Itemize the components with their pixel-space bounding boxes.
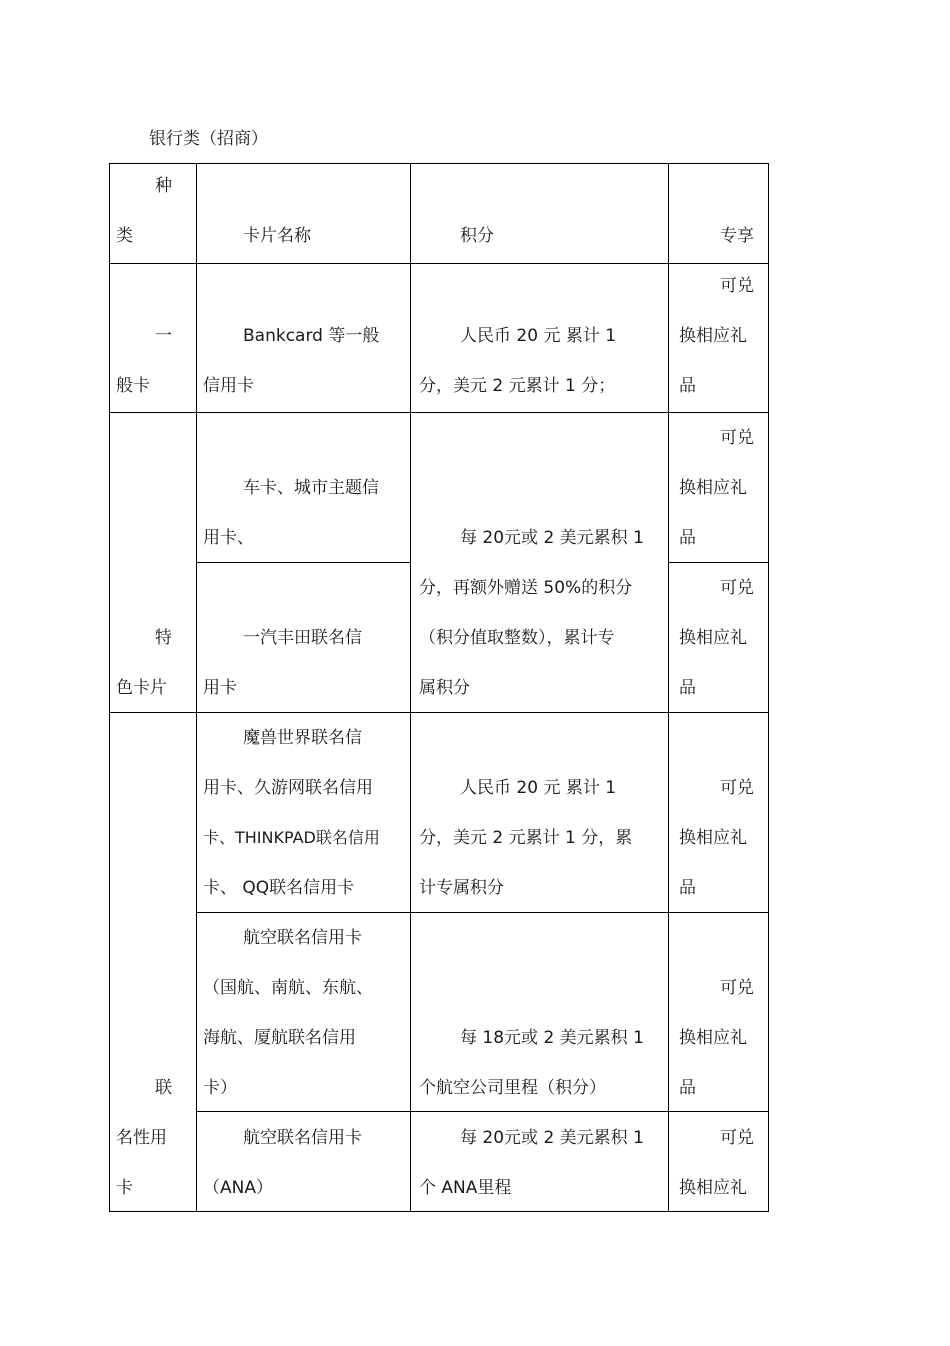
table-border-bottom [109,1211,769,1212]
cobrand-category-3: 卡 [116,1178,133,1198]
cobrand-r1-card-line-4: 卡、 QQ联名信用卡 [203,878,355,898]
cobrand-r2-card-line-1: 航空联名信用卡 [243,928,362,948]
special-card-a-line-1: 车卡、城市主题信 [243,478,379,498]
cobrand-r2-card-line-3: 海航、厦航联名信用 [203,1028,356,1048]
cobrand-r1-exclusive-line-3: 品 [679,878,696,898]
special-category-1: 特 [155,628,172,648]
cobrand-r1-exclusive-line-2: 换相应礼 [679,828,747,848]
special-card-b-line-2: 用卡 [203,678,237,698]
cobrand-r2-points-line-1: 每 18元或 2 美元累积 1 [460,1028,644,1048]
cobrand-r3-card-line-2: （ANA） [203,1178,273,1198]
table-border-left [109,163,110,1212]
row-divider [109,712,769,713]
row-divider [196,1111,769,1112]
header-points: 积分 [460,226,494,246]
cobrand-r2-exclusive-line-2: 换相应礼 [679,1028,747,1048]
row-divider [196,562,411,563]
general-card-line-2: 信用卡 [203,376,254,396]
special-points-line-1: 每 20元或 2 美元累积 1 [460,528,644,548]
cobrand-r2-card-line-4: 卡） [203,1078,237,1098]
cobrand-r3-points-line-2: 个 ANA里程 [419,1178,512,1198]
general-points-line-2: 分，美元 2 元累计 1 分； [419,376,616,396]
special-exclusive-b-line-1: 可兑 [720,578,754,598]
cobrand-category-2: 名性用 [116,1128,167,1148]
header-category-1: 种 [155,176,172,196]
header-exclusive: 专享 [720,226,754,246]
cobrand-r3-exclusive-line-2: 换相应礼 [679,1178,747,1198]
cobrand-r1-card-line-3: 卡、THINKPAD联名信用 [203,828,380,847]
header-category-2: 类 [116,226,133,246]
cobrand-r1-points-line-1: 人民币 20 元 累计 1 [460,778,617,798]
special-points-line-3: （积分值取整数），累计专 [419,628,615,648]
special-points-line-2: 分，再额外赠送 50%的积分 [419,578,633,598]
column-divider [668,163,669,1212]
special-exclusive-a-line-1: 可兑 [720,428,754,448]
special-exclusive-a-line-2: 换相应礼 [679,478,747,498]
cobrand-r3-points-line-1: 每 20元或 2 美元累积 1 [460,1128,644,1148]
row-divider [109,412,769,413]
cobrand-r1-exclusive-line-1: 可兑 [720,778,754,798]
cobrand-r2-exclusive-line-1: 可兑 [720,978,754,998]
cobrand-r1-card-line-2: 用卡、久游网联名信用 [203,778,373,798]
cobrand-r1-points-line-2: 分，美元 2 元累计 1 分，累 [419,828,633,848]
page-title: 银行类（招商） [149,129,268,149]
cobrand-r3-exclusive-line-1: 可兑 [720,1128,754,1148]
special-category-2: 色卡片 [116,678,167,698]
cobrand-r2-exclusive-line-3: 品 [679,1078,696,1098]
row-divider [196,912,769,913]
general-category-1: 一 [155,326,172,346]
special-card-a-line-2: 用卡、 [203,528,254,548]
special-exclusive-a-line-3: 品 [679,528,696,548]
special-points-line-4: 属积分 [419,678,470,698]
general-category-2: 般卡 [116,376,150,396]
table-border-right [768,163,769,1212]
general-points-line-1: 人民币 20 元 累计 1 [460,326,617,346]
row-divider [109,263,769,264]
special-card-b-line-1: 一汽丰田联名信 [243,628,362,648]
general-exclusive-line-3: 品 [679,376,696,396]
general-card-line-1: Bankcard 等一般 [243,326,380,346]
cobrand-r2-card-line-2: （国航、南航、东航、 [203,978,373,998]
header-card-name: 卡片名称 [243,226,311,246]
cobrand-r1-card-line-1: 魔兽世界联名信 [243,728,362,748]
table-border-top [109,163,769,164]
cobrand-r1-points-line-3: 计专属积分 [419,878,504,898]
cobrand-r3-card-line-1: 航空联名信用卡 [243,1128,362,1148]
special-exclusive-b-line-3: 品 [679,678,696,698]
general-exclusive-line-2: 换相应礼 [679,326,747,346]
cobrand-r2-points-line-2: 个航空公司里程（积分） [419,1078,606,1098]
column-divider [196,163,197,1212]
cobrand-category-1: 联 [155,1078,172,1098]
column-divider [410,163,411,1212]
row-divider [668,562,769,563]
general-exclusive-line-1: 可兑 [720,276,754,296]
special-exclusive-b-line-2: 换相应礼 [679,628,747,648]
